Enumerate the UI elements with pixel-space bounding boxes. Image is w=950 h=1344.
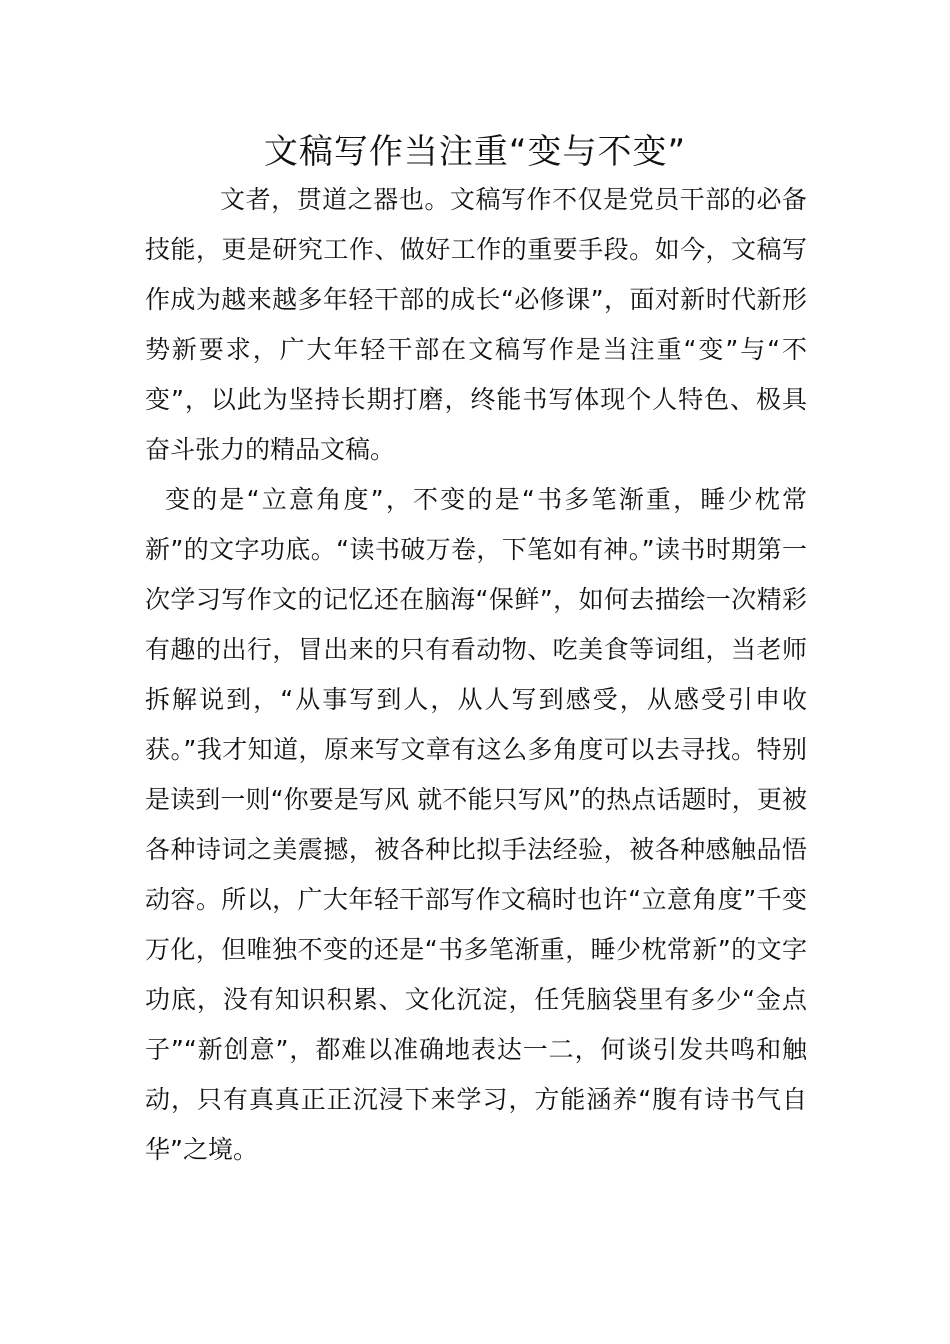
- document-body: [145, 175, 807, 1175]
- document-title: 文稿写作当注重“变与不变”: [263, 132, 687, 172]
- paragraph-writing-foundation: 变的是“立意角度”，不变的是“书多笔渐重，睡少枕常新”的文字功底。“读书破万卷，下笔如有神。”读书时期第一次学习写作文的记忆还在脑海“保鲜”，如何去描绘一次精彩有趣的出行，冒出来的只有看动物、吃美食等词组，当老师拆解说到，“从事写到人，从人写到感受，从感受引申收获。”我才知道，原来写文章有这么多角度可以去寻找。特别是读到一则“你要是写风 就不能只写风”的热点话题时，更被各种诗词之美震撼，被各种比拟手法经验，被各种感触品悟动容。所以，广大年轻干部写作文稿时也许“立意角度”千变万化，但唯独不变的还是“书多笔渐重，睡少枕常新”的文字功底，没有知识积累、文化沉淀，任凭脑袋里有多少“金点子”“新创意”，都难以准确地表达一二，何谈引发共鸣和触动，只有真真正正沉浸下来学习，方能涵养“腹有诗书气自华”之境。: [145, 485, 807, 1164]
- paragraph-intro: 文者，贯道之器也。文稿写作不仅是党员干部的必备技能，更是研究工作、做好工作的重要手段。如今，文稿写作成为越来越多年轻干部的成长“必修课”，面对新时代新形势新要求，广大年轻干部在文稿写作是当注重“变”与“不变”，以此为坚持长期打磨，终能书写体现个人特色、极具奋斗张力的精品文稿。: [145, 185, 807, 464]
